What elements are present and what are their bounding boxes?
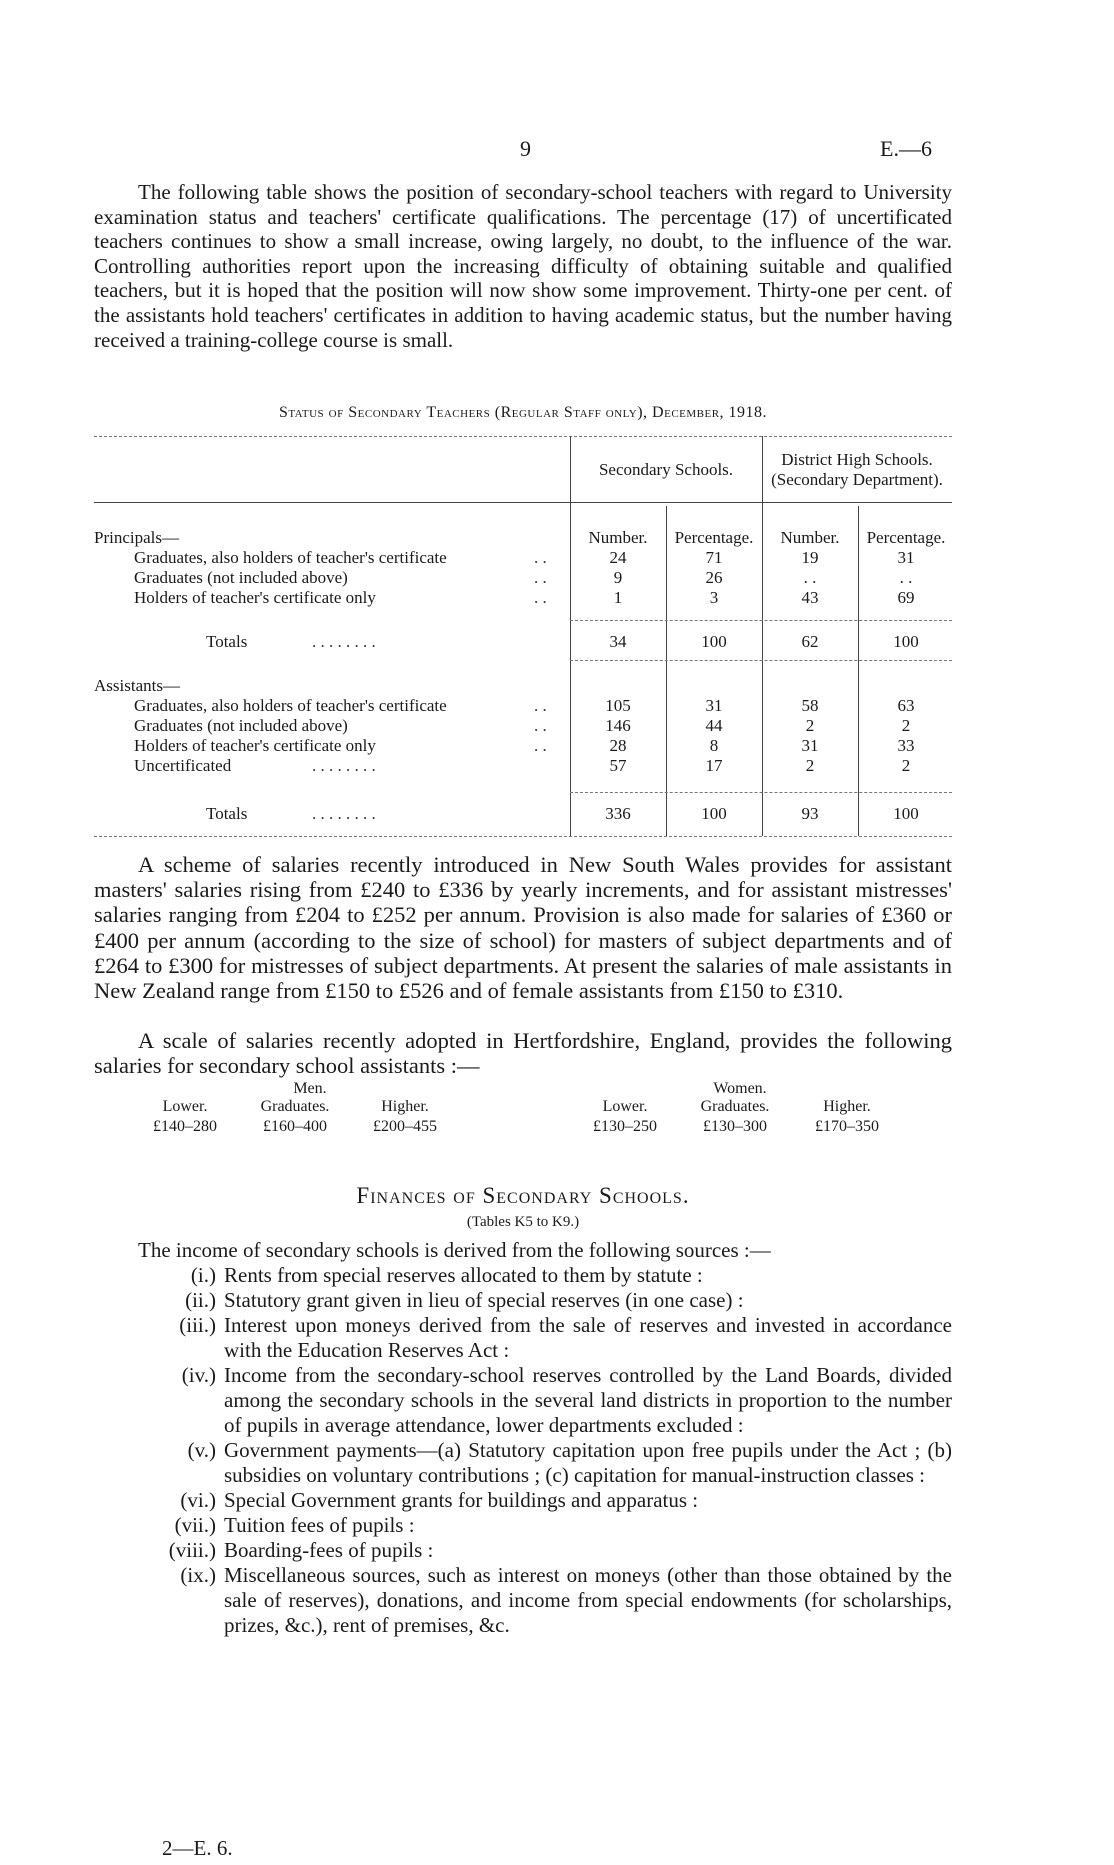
item-number: (ii.) <box>185 1288 216 1312</box>
totals-label: Totals <box>206 804 248 823</box>
scale-col-head: Lower. <box>602 1098 648 1115</box>
table-bottom-rule <box>94 836 952 837</box>
scale-col-head: Higher. <box>823 1098 871 1115</box>
totals-label: Totals <box>206 632 248 651</box>
scale-value: £160–400 <box>263 1118 327 1135</box>
cell: 9 <box>613 568 623 587</box>
leader-dots: . . <box>534 588 547 607</box>
item-number: (i.) <box>190 1263 216 1287</box>
item-text: Government payments—(a) Statutory capitation upon free pupils under the Act ; (b) subsidies on voluntary contributions ; (c) capitation for manual-instruction classes : <box>224 1438 952 1487</box>
scale-value: £200–455 <box>373 1118 437 1135</box>
item-number: (vi.) <box>180 1488 216 1512</box>
intro-paragraph: The following table shows the position of secondary-school teachers with regard to University examination status and teachers' certificate qualifications. The percentage (17) of uncertificated teachers continues to show a small increase, owing largely, no doubt, to the influence of the war. Controlling authorities report upon the increasing difficulty of obtaining suitable and qualified teachers, but it is hoped that the position will now show some improvement. Thirty-one per cent. of the assistants hold teachers' certificates in addition to having academic status, but the number having received a training-college course is small. <box>94 180 952 352</box>
item-number: (v.) <box>187 1438 216 1462</box>
page-number: 9 <box>520 136 531 161</box>
leader-dots: . . <box>534 548 547 567</box>
item-text: Interest upon moneys derived from the sale of reserves and invested in accordance with the Education Reserves Act : <box>224 1313 952 1362</box>
section-heading-assistants: Assistants— <box>94 676 180 695</box>
scale-col-head: Graduates. <box>700 1098 770 1115</box>
col-header-number: Number. <box>588 528 648 547</box>
leader-dots: . . . . . . . . <box>312 756 376 775</box>
table-top-rule <box>94 436 952 437</box>
list-item <box>94 1538 952 1563</box>
total-cell: 100 <box>701 804 727 823</box>
cell: 2 <box>805 716 815 735</box>
column-divider <box>570 436 571 836</box>
salary-scale-men <box>150 1080 470 1140</box>
header-district-high-schools: District High Schools. <box>781 450 933 469</box>
cell: 105 <box>605 696 631 715</box>
cell: 2 <box>805 756 815 775</box>
salary-paragraph-nsw: A scheme of salaries recently introduced in New South Wales provides for assistant masters' salaries rising from £240 to £336 by yearly increments, and for assistant mistresses' salaries ranging from £204 to £252 per annum. Provision is also made for salaries of £360 or £400 per annum (according to the size of school) for masters of subject departments and of £264 to £300 for mistresses of subject departments. At present the salaries of male assistants in New Zealand range from £150 to £526 and of female assistants from £150 to £310. <box>94 852 952 1004</box>
list-item <box>94 1363 952 1438</box>
scale-value: £170–350 <box>815 1118 879 1135</box>
row-label: Graduates, also holders of teacher's certificate <box>134 548 447 567</box>
leader-dots: . . <box>534 736 547 755</box>
cell: 43 <box>801 588 819 607</box>
section-heading-principals: Principals— <box>94 528 179 547</box>
col-header-number: Number. <box>780 528 840 547</box>
item-text: Special Government grants for buildings and apparatus : <box>224 1488 699 1512</box>
cell: 2 <box>901 716 911 735</box>
cell: 31 <box>705 696 723 715</box>
cell: 33 <box>897 736 915 755</box>
col-header-percentage: Percentage. <box>866 528 946 547</box>
cell: . . <box>803 568 817 587</box>
row-label: Graduates (not included above) <box>134 716 348 735</box>
scale-value: £130–250 <box>593 1118 657 1135</box>
list-lead: The income of secondary schools is derived from the following sources :— <box>138 1238 771 1262</box>
teachers-status-table <box>94 436 952 836</box>
cell: 3 <box>709 588 719 607</box>
cell: 17 <box>705 756 723 775</box>
scale-value: £130–300 <box>703 1118 767 1135</box>
cell: 71 <box>705 548 723 567</box>
item-number: (iii.) <box>179 1313 216 1337</box>
row-label: Graduates, also holders of teacher's certificate <box>134 696 447 715</box>
cell: . . <box>899 568 913 587</box>
cell: 2 <box>901 756 911 775</box>
income-sources-list <box>94 1238 952 1638</box>
cell: 31 <box>897 548 915 567</box>
item-text: Miscellaneous sources, such as interest on moneys (other than those obtained by the sale of reserves), donations, and income from special endowments (for scholarships, prizes, &c.), rent of premises, &c. <box>224 1563 952 1637</box>
cell: 28 <box>609 736 627 755</box>
cell: 63 <box>897 696 915 715</box>
table-caption: Status of Secondary Teachers (Regular Staff only), December, 1918. <box>278 404 768 421</box>
scale-col-head: Graduates. <box>260 1098 330 1115</box>
finances-heading: Finances of Secondary Schools. <box>356 1183 690 1208</box>
list-item <box>94 1438 952 1488</box>
leader-dots: . . . . . . . . <box>312 804 376 823</box>
column-divider <box>762 436 763 836</box>
leader-dots: . . . . . . . . <box>312 632 376 651</box>
document-reference: E.—6 <box>880 136 932 161</box>
total-cell: 100 <box>893 804 919 823</box>
row-label: Uncertificated <box>134 756 232 775</box>
list-item <box>94 1313 952 1363</box>
total-cell: 100 <box>701 632 727 651</box>
header-secondary-department: (Secondary Department). <box>771 470 943 489</box>
finances-subheading: (Tables K5 to K9.) <box>466 1214 580 1230</box>
list-item <box>94 1513 952 1538</box>
item-text: Tuition fees of pupils : <box>224 1513 415 1537</box>
item-number: (viii.) <box>168 1538 216 1562</box>
item-number: (vii.) <box>174 1513 216 1537</box>
cell: 57 <box>609 756 627 775</box>
item-text: Rents from special reserves allocated to them by statute : <box>224 1263 703 1287</box>
table-header-rule <box>94 502 952 503</box>
list-item <box>94 1288 952 1313</box>
cell: 24 <box>609 548 627 567</box>
women-group-title: Women. <box>713 1080 767 1097</box>
list-item <box>94 1563 952 1638</box>
column-divider <box>666 506 667 836</box>
footer-signature: 2—E. 6. <box>162 1836 233 1860</box>
header-secondary-schools: Secondary Schools. <box>598 460 734 479</box>
salary-paragraph-hertfordshire: A scale of salaries recently adopted in Hertfordshire, England, provides the following salaries for secondary school assistants :— <box>94 1028 952 1079</box>
total-cell: 62 <box>801 632 819 651</box>
col-header-percentage: Percentage. <box>674 528 754 547</box>
cell: 146 <box>605 716 631 735</box>
total-cell: 34 <box>609 632 627 651</box>
totals-rule <box>570 620 952 621</box>
leader-dots: . . <box>534 696 547 715</box>
column-divider <box>858 506 859 836</box>
item-text: Statutory grant given in lieu of special reserves (in one case) : <box>224 1288 744 1312</box>
men-group-title: Men. <box>293 1080 327 1097</box>
totals-rule <box>570 792 952 793</box>
item-text: Income from the secondary-school reserves controlled by the Land Boards, divided among the secondary schools in the several land districts in proportion to the number of pupils in average attendance, lower departments excluded : <box>224 1363 952 1437</box>
cell: 1 <box>613 588 623 607</box>
row-label: Holders of teacher's certificate only <box>134 588 376 607</box>
cell: 8 <box>709 736 719 755</box>
total-cell: 336 <box>605 804 631 823</box>
list-item <box>94 1488 952 1513</box>
item-text: Boarding-fees of pupils : <box>224 1538 434 1562</box>
scale-value: £140–280 <box>153 1118 217 1135</box>
list-item <box>94 1263 952 1288</box>
total-cell: 93 <box>801 804 819 823</box>
cell: 44 <box>705 716 723 735</box>
totals-rule <box>570 660 952 661</box>
cell: 69 <box>897 588 915 607</box>
scale-col-head: Higher. <box>381 1098 429 1115</box>
cell: 26 <box>705 568 723 587</box>
total-cell: 100 <box>893 632 919 651</box>
cell: 31 <box>801 736 819 755</box>
salary-scale-women <box>580 1080 920 1140</box>
leader-dots: . . <box>534 716 547 735</box>
row-label: Graduates (not included above) <box>134 568 348 587</box>
scale-col-head: Lower. <box>162 1098 208 1115</box>
cell: 19 <box>801 548 819 567</box>
leader-dots: . . <box>534 568 547 587</box>
cell: 58 <box>801 696 819 715</box>
item-number: (iv.) <box>181 1363 216 1387</box>
row-label: Holders of teacher's certificate only <box>134 736 376 755</box>
item-number: (ix.) <box>180 1563 216 1587</box>
